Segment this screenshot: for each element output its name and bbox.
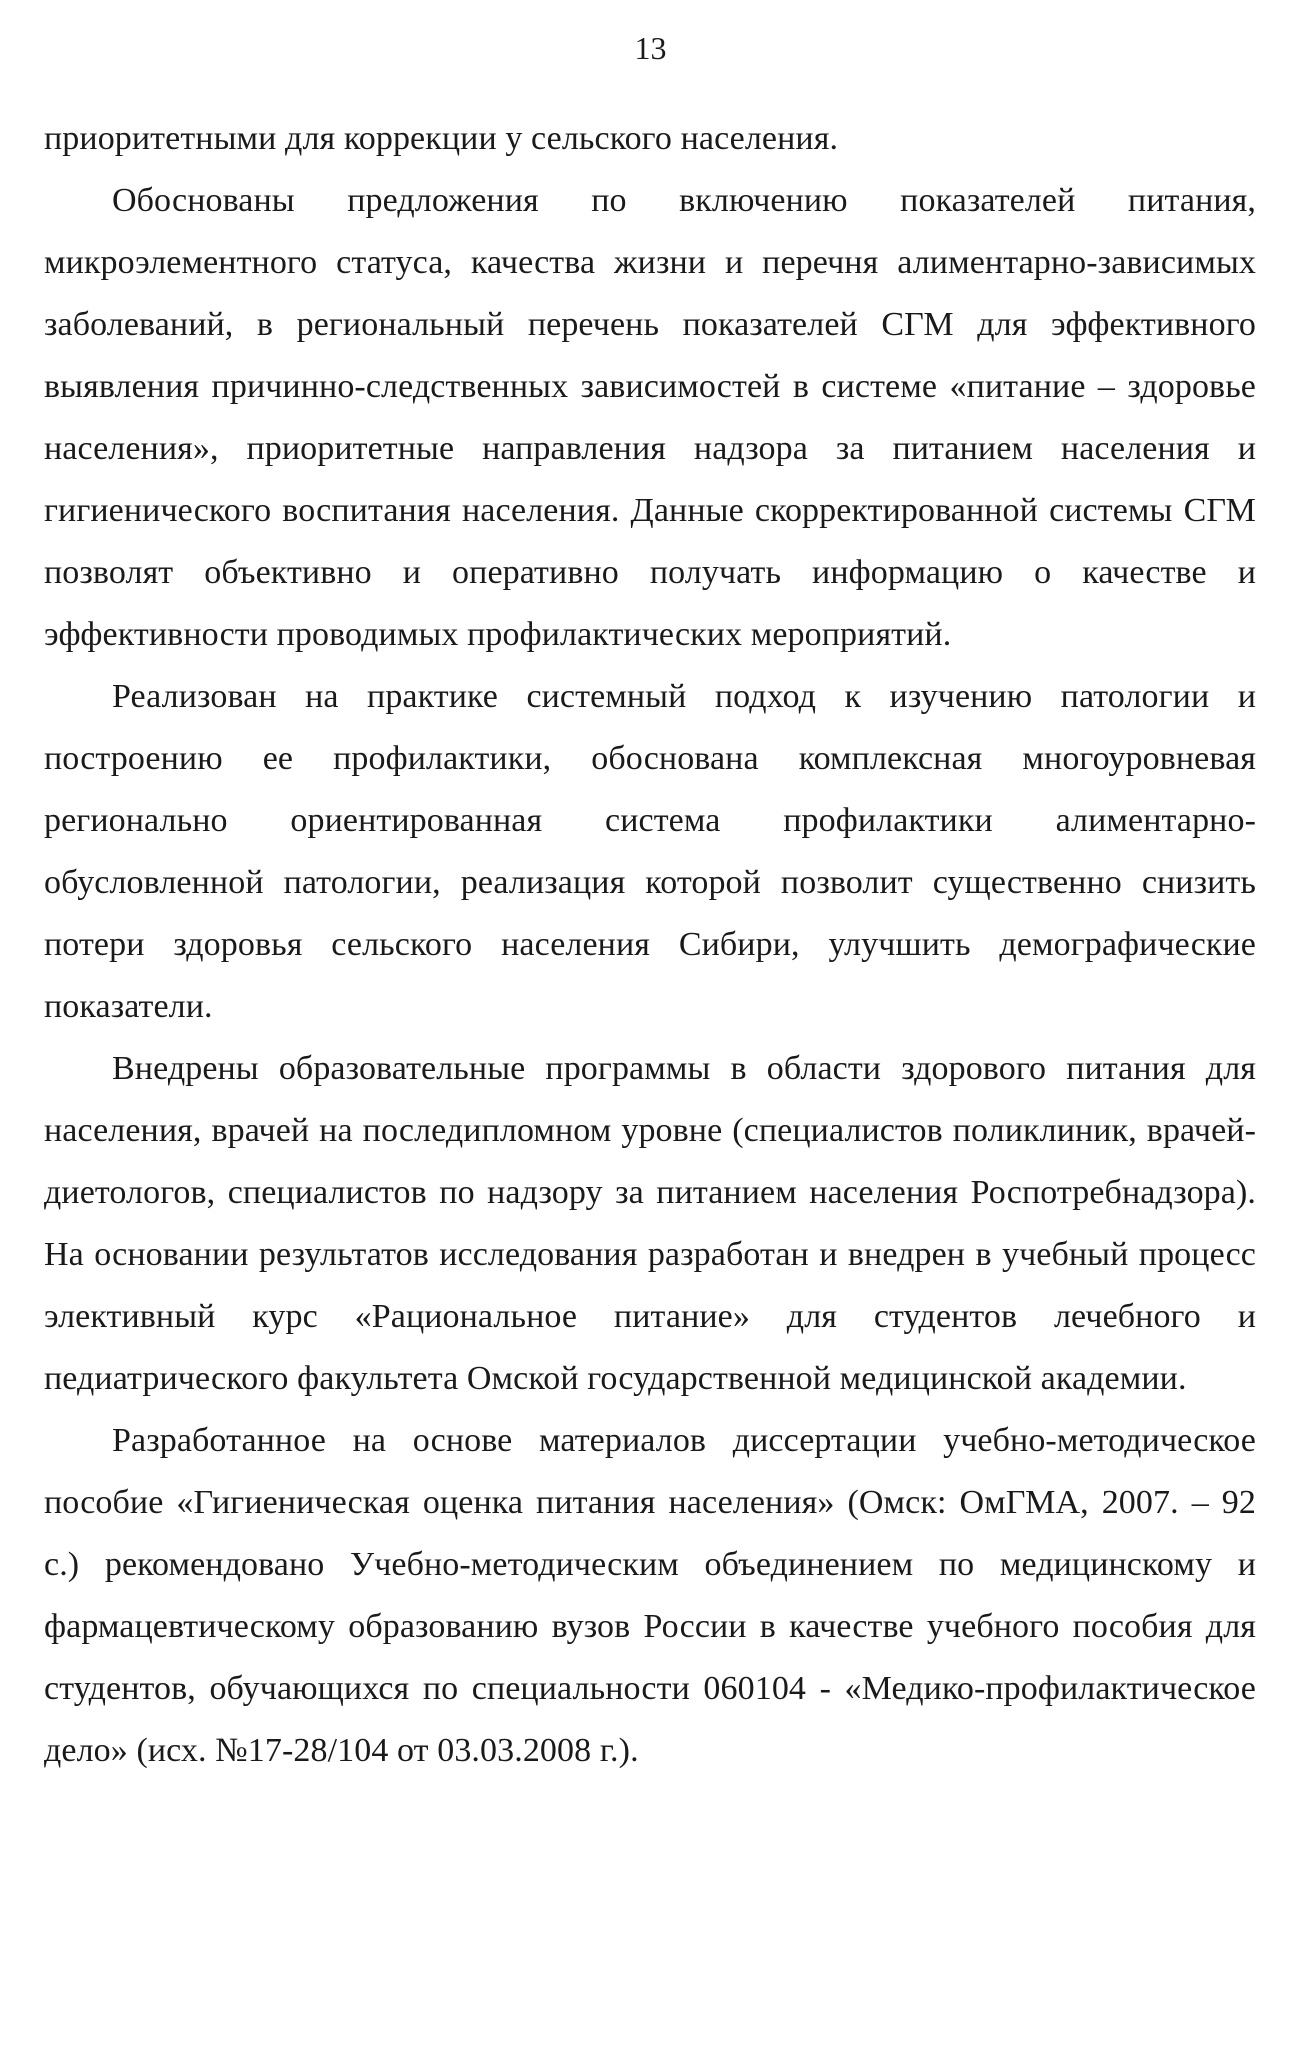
paragraph-sgm-proposals: Обоснованы предложения по включению показателей питания, микроэлементного статуса, качества жизни и перечня алиментарно-зависимых заболеваний, в региональный перечень показателей СГМ для эффективного выявления причинно-следственных зависимостей в системе «питание – здоровье населения», приоритетные направления надзора за питанием населения и гигиенического воспитания населения. Данные скорректированной системы СГМ позволят объективно и оперативно получать информацию о качестве и эффективности проводимых профилактических мероприятий. — [44, 182, 1256, 653]
paragraph-study-guide: Разработанное на основе материалов диссертации учебно-методическое пособие «Гигиеническая оценка питания населения» (Омск: ОмГМА, 2007. – 92 с.) рекомендовано Учебно-методическим объединением по медицинскому и фармацевтическому образованию вузов России в качестве учебного пособия для студентов, обучающихся по специальности 060104 - «Медико-профилактическое дело» (исх. №17-28/104 от 03.03.2008 г.). — [44, 1422, 1256, 1769]
paragraph-continuation: приоритетными для коррекции у сельского населения. — [44, 120, 839, 157]
page-number: 13 — [634, 30, 667, 66]
paragraph-system-approach: Реализован на практике системный подход к изучению патологии и построению ее профилактики, обоснована комплексная многоуровневая регионально ориентированная система профилактики алиментарно-обусловленной патологии, реализация которой позволит существенно снизить потери здоровья сельского населения Сибири, улучшить демографические показатели. — [44, 678, 1256, 1025]
paragraph-educational-programs: Внедрены образовательные программы в области здорового питания для населения, врачей на последипломном уровне (специалистов поликлиник, врачей-диетологов, специалистов по надзору за питанием населения Роспотребнадзора). На основании результатов исследования разработан и внедрен в учебный процесс элективный курс «Рациональное питание» для студентов лечебного и педиатрического факультета Омской государственной медицинской академии. — [44, 1050, 1256, 1397]
body-text — [44, 108, 1256, 1782]
